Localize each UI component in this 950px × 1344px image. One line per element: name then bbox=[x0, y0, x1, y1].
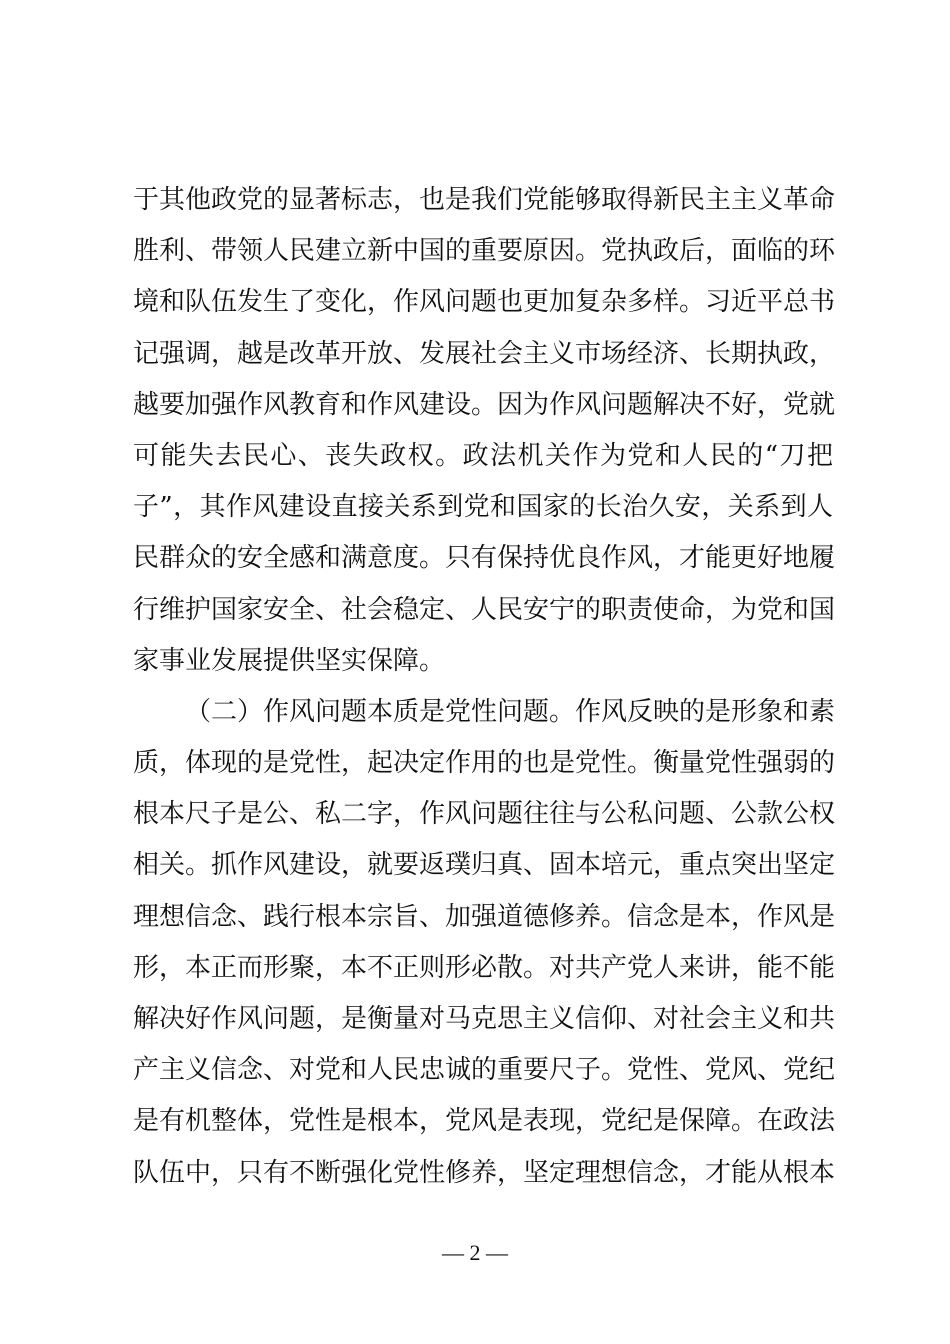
text-line: 队伍中，只有不断强化党性修养，坚定理想信念，才能从根本 bbox=[133, 1157, 836, 1188]
text-line: 境和队伍发生了变化，作风问题也更加复杂多样。习近平总书 bbox=[133, 287, 836, 318]
text-line: 是有机整体，党性是根本，党风是表现，党纪是保障。在政法 bbox=[133, 1106, 836, 1137]
text-line: 民群众的安全感和满意度。只有保持优良作风，才能更好地履 bbox=[133, 543, 836, 574]
text-line: 理想信念、践行根本宗旨、加强道德修养。信念是本，作风是 bbox=[133, 901, 836, 932]
text-line: 行维护国家安全、社会稳定、人民安宁的职责使命，为党和国 bbox=[133, 594, 836, 625]
text-line: 质，体现的是党性，起决定作用的也是党性。衡量党性强弱的 bbox=[133, 748, 836, 779]
text-line: 解决好作风问题，是衡量对马克思主义信仰、对社会主义和共 bbox=[133, 1004, 836, 1034]
text-line: 胜利、带领人民建立新中国的重要原因。党执政后，面临的环 bbox=[133, 236, 836, 267]
text-line: 越要加强作风教育和作风建设。因为作风问题解决不好，党就 bbox=[133, 389, 836, 420]
page-number: — 2 — bbox=[442, 1240, 508, 1265]
text-line: 根本尺子是公、私二字，作风问题往往与公私问题、公款公权 bbox=[133, 799, 836, 830]
body-text bbox=[133, 182, 836, 1206]
text-line: 产主义信念、对党和人民忠诚的重要尺子。党性、党风、党纪 bbox=[133, 1055, 836, 1086]
text-line: 形，本正而形聚，本不正则形必散。对共产党人来讲，能不能 bbox=[133, 952, 836, 983]
text-line: 相关。抓作风建设，就要返璞归真、固本培元，重点突出坚定 bbox=[133, 850, 836, 881]
paragraph-1 bbox=[133, 182, 836, 694]
paragraph-heading-line: （二）作风问题本质是党性问题。作风反映的是形象和素 bbox=[185, 696, 836, 727]
paragraph-2 bbox=[133, 694, 836, 1206]
text-line: 子”，其作风建设直接关系到党和国家的长治久安，关系到人 bbox=[133, 492, 833, 523]
text-line: 可能失去民心、丧失政权。政法机关作为党和人民的“刀把 bbox=[133, 440, 833, 471]
text-line: 记强调，越是改革开放、发展社会主义市场经济、长期执政， bbox=[133, 338, 836, 369]
text-line: 家事业发展提供坚实保障。 bbox=[133, 645, 446, 676]
text-line: 于其他政党的显著标志，也是我们党能够取得新民主主义革命 bbox=[133, 185, 836, 215]
